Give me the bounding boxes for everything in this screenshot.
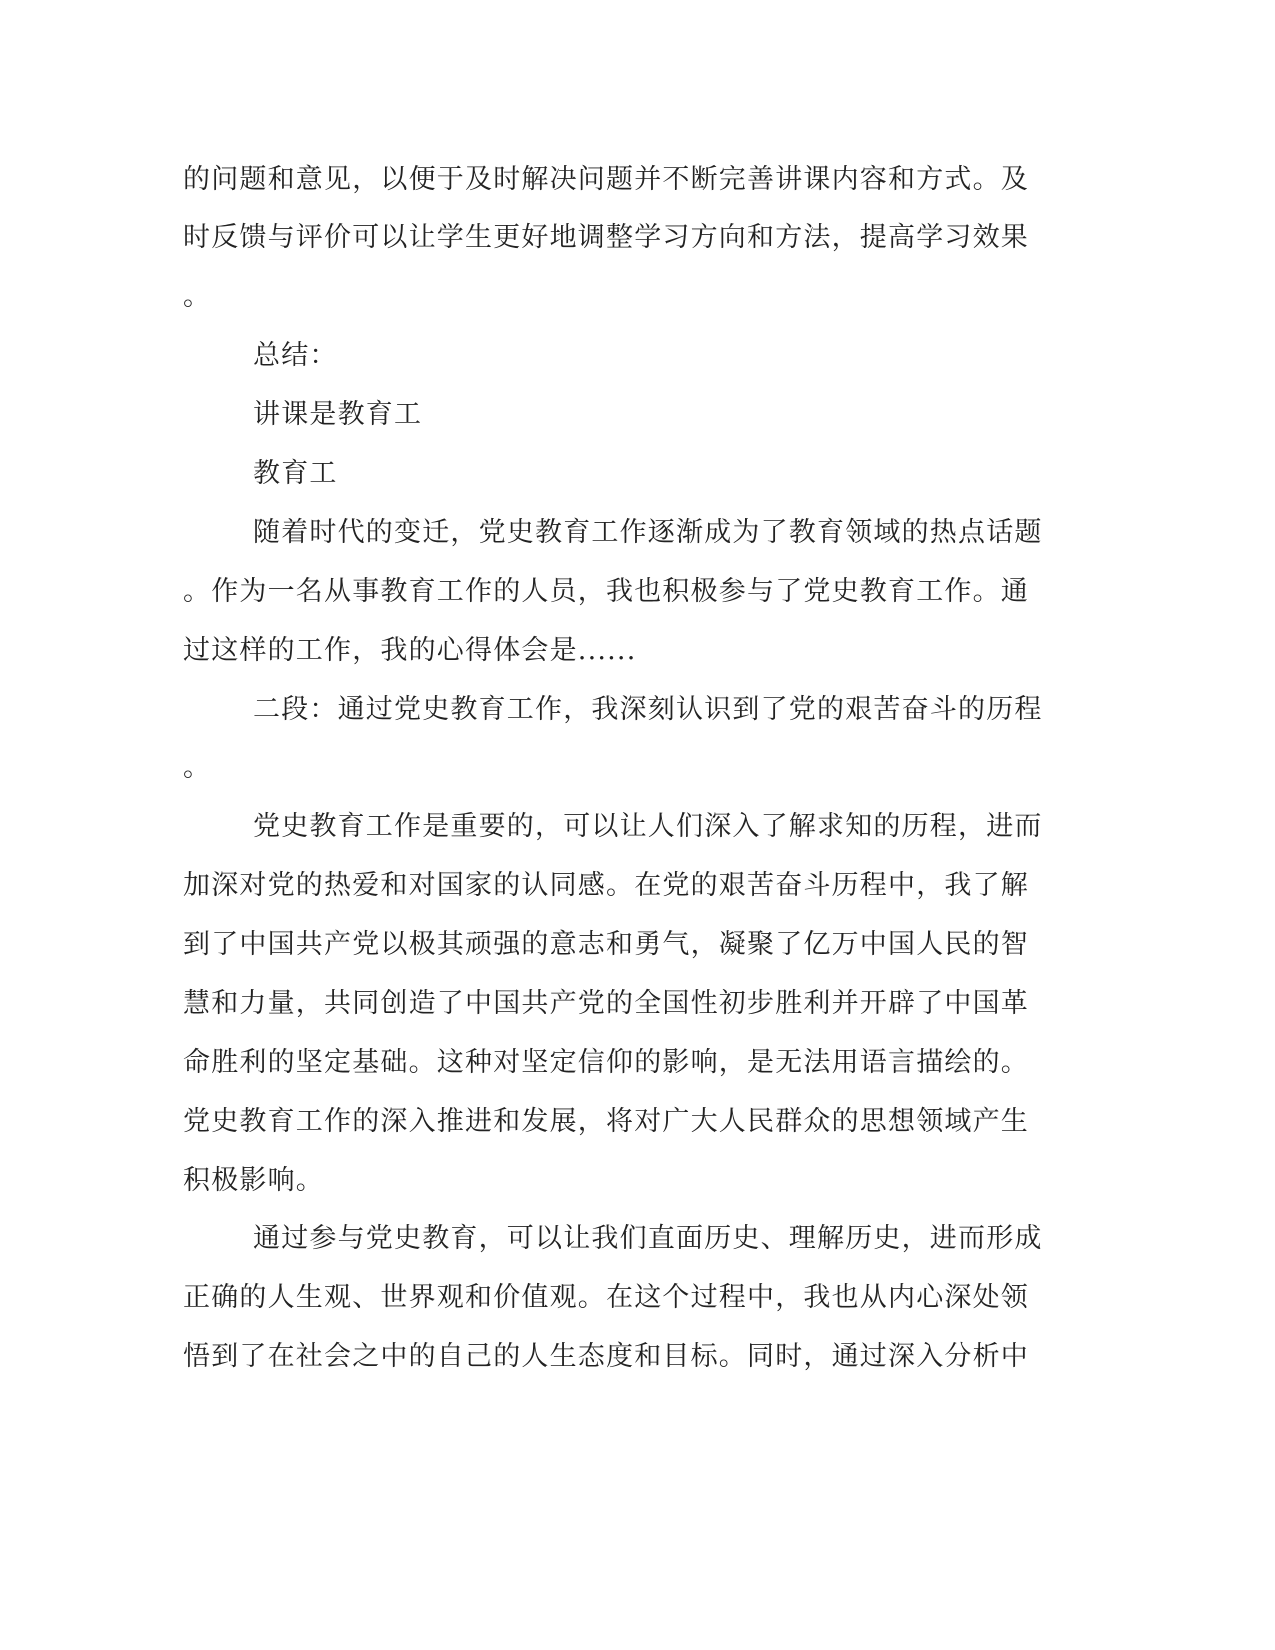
paragraph-first-line: 随着时代的变迁，党史教育工作逐渐成为了教育领域的热点话题 (253, 517, 1043, 548)
text-line: 教育工 (253, 458, 338, 489)
text-line: 。 (183, 281, 212, 312)
text-line: 慧和力量，共同创造了中国共产党的全国性初步胜利并开辟了中国革 (183, 988, 1029, 1019)
paragraph-first-line: 通过参与党史教育，可以让我们直面历史、理解历史，进而形成 (253, 1223, 1043, 1254)
text-line: 。作为一名从事教育工作的人员，我也积极参与了党史教育工作。通 (183, 576, 1029, 607)
text-line: 积极影响。 (183, 1165, 324, 1196)
text-line: 时反馈与评价可以让学生更好地调整学习方向和方法，提高学习效果 (183, 222, 1029, 253)
text-line: 。 (183, 752, 212, 783)
text-line: 加深对党的热爱和对国家的认同感。在党的艰苦奋斗历程中，我了解 (183, 870, 1029, 901)
text-line: 命胜利的坚定基础。这种对坚定信仰的影响，是无法用语言描绘的。 (183, 1047, 1029, 1078)
text-line: 悟到了在社会之中的自己的人生态度和目标。同时，通过深入分析中 (183, 1341, 1029, 1372)
section-heading: 总结： (253, 340, 338, 371)
paragraph-first-line: 党史教育工作是重要的，可以让人们深入了解求知的历程，进而 (253, 811, 1043, 842)
text-line: 正确的人生观、世界观和价值观。在这个过程中，我也从内心深处领 (183, 1282, 1029, 1313)
text-line: 过这样的工作，我的心得体会是...... (183, 635, 637, 666)
text-line: 到了中国共产党以极其顽强的意志和勇气，凝聚了亿万中国人民的智 (183, 929, 1029, 960)
text-line: 讲课是教育工 (253, 399, 423, 430)
text-line: 党史教育工作的深入推进和发展，将对广大人民群众的思想领域产生 (183, 1106, 1029, 1137)
text-line: 的问题和意见，以便于及时解决问题并不断完善讲课内容和方式。及 (183, 164, 1029, 195)
paragraph-first-line: 二段：通过党史教育工作，我深刻认识到了党的艰苦奋斗的历程 (253, 694, 1043, 725)
